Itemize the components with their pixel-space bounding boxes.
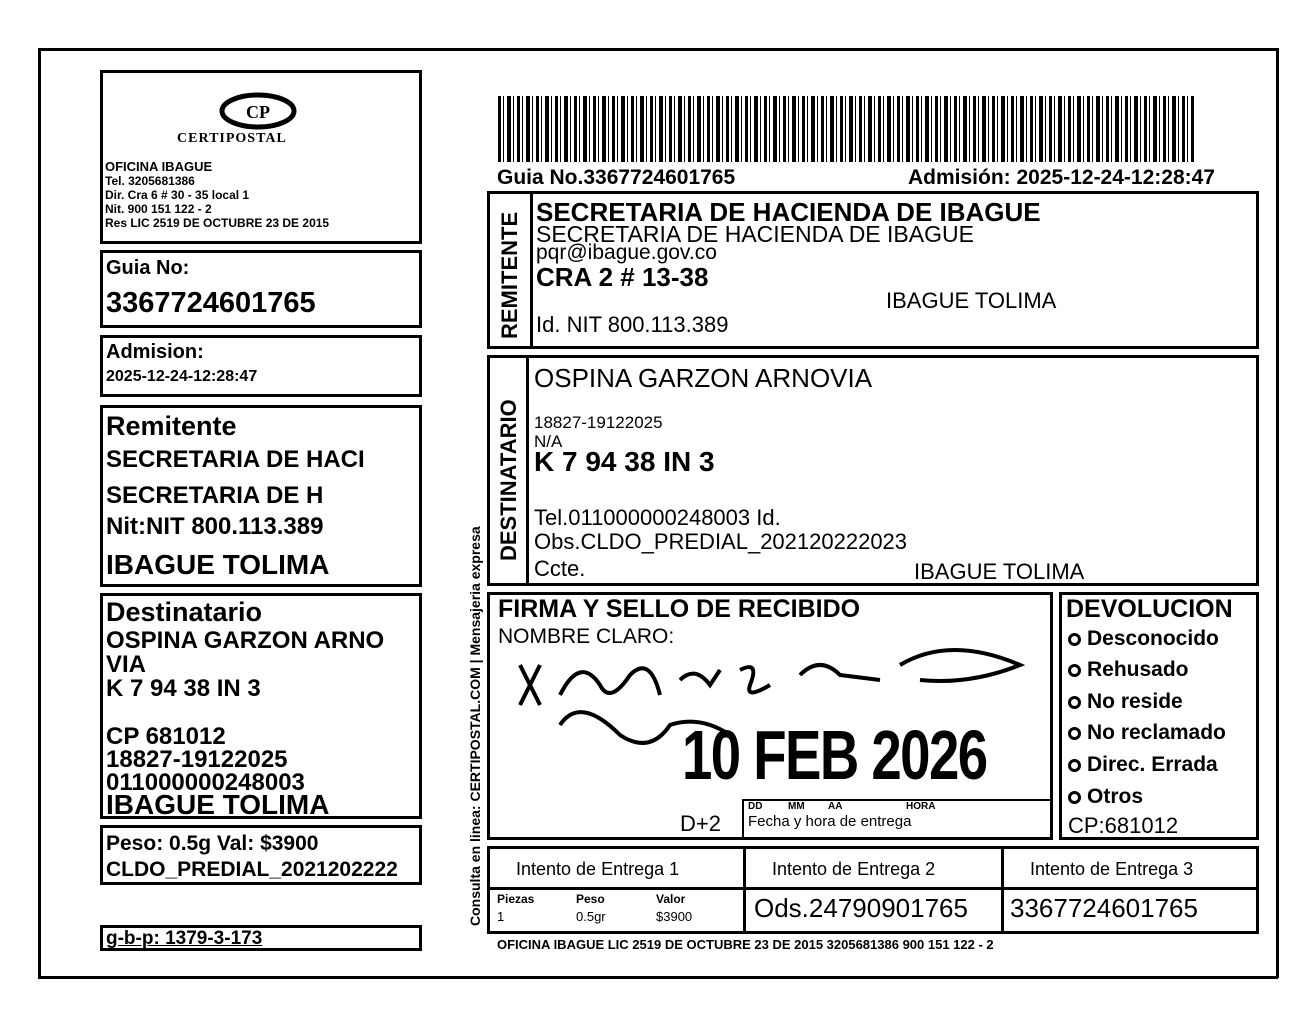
- intento-1: Intento de Entrega 1: [516, 859, 680, 879]
- admision-value: 2025-12-24-12:28:47: [106, 368, 258, 385]
- destinatario-title: Destinatario: [106, 597, 263, 627]
- ods-number: Ods.24790901765: [754, 893, 968, 923]
- intento-2: Intento de Entrega 2: [772, 859, 936, 879]
- remitente-name2: SECRETARIA DE HACIENDA DE IBAGUE: [536, 221, 974, 247]
- page-border-top: [38, 48, 1278, 51]
- destinatario-line: IBAGUE TOLIMA: [106, 789, 330, 820]
- office-box: [100, 70, 422, 244]
- destinatario-left-box: [100, 593, 422, 819]
- page-border-left: [38, 48, 41, 978]
- remitente-id: Id. NIT 800.113.389: [536, 312, 729, 337]
- remitente-box: [487, 191, 1259, 349]
- peso-box: [100, 825, 422, 885]
- date-header-dd: DD: [748, 801, 763, 812]
- destinatario-label: DESTINATARIO: [496, 399, 521, 561]
- destinatario-ref: 18827-19122025: [534, 413, 663, 432]
- remitente-name: SECRETARIA DE HACIENDA DE IBAGUE: [536, 197, 1041, 227]
- remitente-line: Nit:NIT 800.113.389: [106, 513, 324, 540]
- page-border-bottom: [38, 976, 1278, 979]
- firma-box: [487, 592, 1053, 840]
- remitente-label: REMITENTE: [497, 211, 522, 339]
- radio-circle: [1068, 664, 1081, 677]
- destinatario-obs: Obs.CLDO_PREDIAL_202120222023: [534, 529, 908, 554]
- office-line: Res LIC 2519 DE OCTUBRE 23 DE 2015: [105, 216, 330, 230]
- guia-label: Guia No:: [106, 257, 190, 279]
- admision-box: [100, 335, 422, 397]
- peso-value: 0.5gr: [576, 909, 606, 924]
- piezas-header: Piezas: [497, 892, 535, 906]
- destinatario-line: 011000000248003: [106, 769, 305, 796]
- intentos-vline-2: [1001, 849, 1004, 931]
- devolucion-option: Rehusado: [1068, 658, 1189, 682]
- remitente-city: IBAGUE TOLIMA: [886, 288, 1057, 313]
- valor-value: $3900: [656, 909, 693, 924]
- destinatario-line: VIA: [106, 651, 147, 678]
- remitente-divider: [530, 194, 533, 346]
- piezas-value: 1: [497, 909, 505, 924]
- valor-header: Valor: [656, 892, 686, 906]
- guia-number: 3367724601765: [106, 287, 316, 319]
- gbp-box: [100, 925, 422, 951]
- date-header-aa: AA: [828, 801, 843, 812]
- remitente-address: CRA 2 # 13-38: [536, 262, 709, 292]
- date-caption: Fecha y hora de entrega: [748, 813, 912, 830]
- destinatario-address: K 7 94 38 IN 3: [534, 446, 715, 477]
- devolucion-option: No reclamado: [1068, 721, 1226, 745]
- devolucion-option: Desconocido: [1068, 627, 1219, 651]
- firma-title: FIRMA Y SELLO DE RECIBIDO: [498, 595, 861, 623]
- stamp-date: 10 FEB 2026: [682, 716, 987, 794]
- fecha-box: [742, 799, 1050, 837]
- date-header-hora: HORA: [906, 801, 936, 812]
- radio-circle: [1068, 633, 1081, 646]
- destinatario-name: OSPINA GARZON ARNOVIA: [534, 363, 873, 393]
- consulta-vertical-text: Consulta en linea: CERTIPOSTAL.COM | Mensajeria expresa: [467, 526, 483, 926]
- remitente-left-box: [100, 405, 422, 587]
- footer-text: OFICINA IBAGUE LIC 2519 DE OCTUBRE 23 DE 2015 3205681386 900 151 122 - 2: [497, 937, 994, 952]
- gbp-text: g-b-p: 1379-3-173: [106, 928, 263, 949]
- devolucion-option: Direc. Errada: [1068, 753, 1218, 777]
- radio-circle: [1068, 759, 1081, 772]
- header-admision: Admisión: 2025-12-24-12:28:47: [908, 166, 1215, 189]
- destinatario-ccte: Ccte.: [534, 556, 586, 581]
- destinatario-box: [487, 355, 1259, 586]
- destinatario-line: 18827-19122025: [106, 746, 288, 773]
- peso-header: Peso: [576, 892, 605, 906]
- devolucion-option: Otros: [1068, 785, 1143, 809]
- destinatario-tel: Tel.011000000248003 Id.: [534, 505, 781, 530]
- remitente-email: pqr@ibague.gov.co: [536, 241, 717, 264]
- destinatario-line: K 7 94 38 IN 3: [106, 675, 261, 702]
- destinatario-line: OSPINA GARZON ARNO: [106, 627, 385, 654]
- office-line: OFICINA IBAGUE: [105, 159, 213, 174]
- peso-text: Peso: 0.5g Val: $3900: [106, 832, 319, 855]
- office-line: Tel. 3205681386: [105, 174, 195, 188]
- office-line: Nit. 900 151 122 - 2: [105, 202, 212, 216]
- intentos-box: [487, 846, 1259, 934]
- remitente-title: Remitente: [106, 411, 237, 441]
- remitente-line: SECRETARIA DE HACI: [106, 446, 365, 473]
- destinatario-divider: [526, 358, 529, 583]
- svg-text:CP: CP: [246, 102, 270, 122]
- intento-3: Intento de Entrega 3: [1030, 859, 1194, 879]
- intentos-hline: [490, 887, 1256, 890]
- header-guia: Guia No.3367724601765: [497, 166, 736, 189]
- devolucion-option: No reside: [1068, 690, 1183, 714]
- dplus: D+2: [680, 811, 721, 836]
- radio-circle: [1068, 791, 1081, 804]
- obs-text: CLDO_PREDIAL_2021202222: [106, 858, 398, 881]
- radio-circle: [1068, 696, 1081, 709]
- devolucion-cp: CP:681012: [1068, 813, 1179, 838]
- radio-circle: [1068, 727, 1081, 740]
- barcode: [498, 96, 1194, 162]
- page-border-right: [1276, 48, 1279, 978]
- destinatario-line: CP 681012: [106, 723, 226, 750]
- devolucion-title: DEVOLUCION: [1066, 595, 1233, 623]
- destinatario-na: N/A: [534, 432, 563, 451]
- remitente-line: SECRETARIA DE H: [106, 482, 324, 509]
- office-line: Dir. Cra 6 # 30 - 35 local 1: [105, 188, 250, 202]
- devolucion-box: [1059, 592, 1259, 840]
- logo-text: CERTIPOSTAL: [177, 131, 287, 146]
- destinatario-city: IBAGUE TOLIMA: [914, 559, 1085, 584]
- nombre-claro: NOMBRE CLARO:: [498, 625, 675, 648]
- admision-label: Admision:: [106, 341, 204, 363]
- certipostal-logo: [218, 91, 298, 131]
- guia-box: [100, 250, 422, 328]
- date-header-mm: MM: [788, 801, 805, 812]
- guia-number-box: 3367724601765: [1010, 893, 1198, 923]
- intentos-vline-1: [743, 849, 746, 931]
- remitente-line: IBAGUE TOLIMA: [106, 549, 330, 580]
